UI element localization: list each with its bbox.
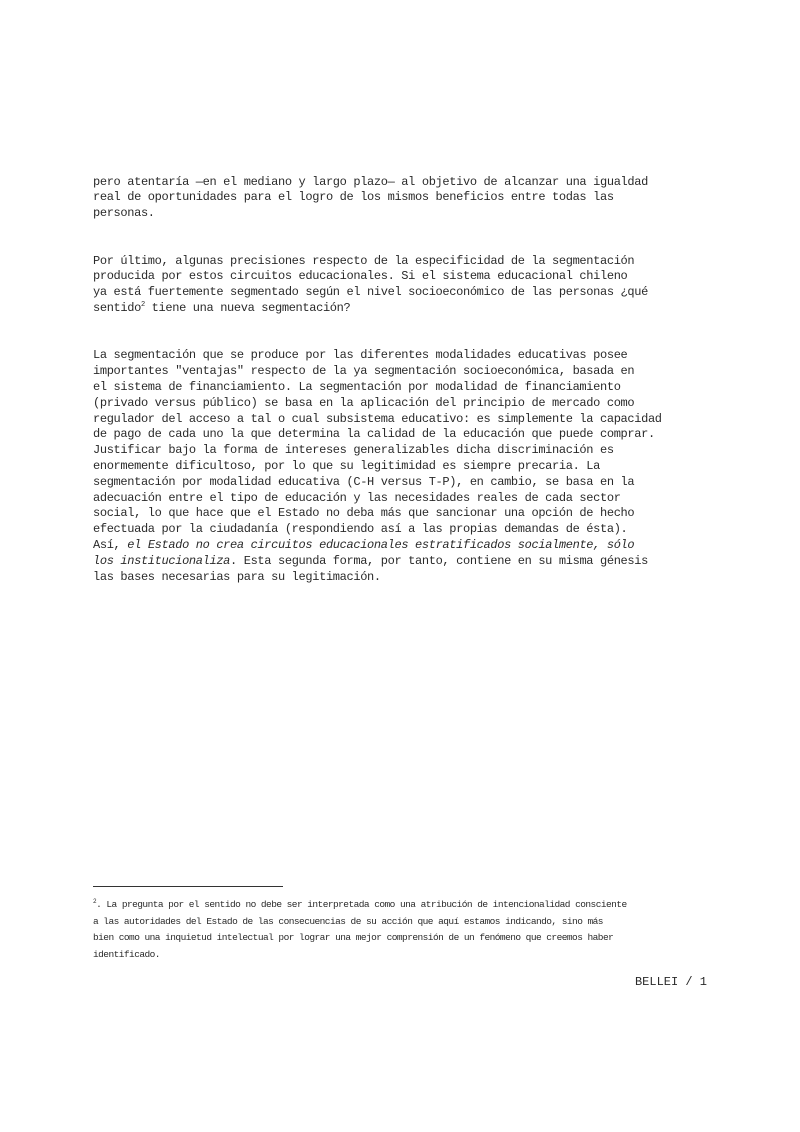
paragraph-3-text: La segmentación que se produce por las diferentes modalidades educativas posee importantes "ventajas" respecto de la ya segmentación socioeconómica, basada en el sistema de financiamiento. La segmentación por modalidad de financiamiento (privado versus público) se basa en la aplicación del principio de mercado como regulador del acceso a tal o cual subsistema educativo: es simplemente la capacidad de pago de cada uno la que determina la calidad de la educación que puede comprar. Justificar bajo la forma de intereses generalizables dicha discriminación es enormemente dificultoso, por lo que su legitimidad es siempre precaria. La segmentación por modalidad educativa (C-H versus T-P), en cambio, se basa en la adecuación entre el tipo de educación y las necesidades reales de cada sector social, lo que hace que el Estado no deba más que sancionar una opción de hecho efectuada por la ciudadanía (respondiendo así a las propias demandas de ésta). Así,: [93, 348, 662, 552]
footnote-reference[interactable]: 2: [140, 300, 145, 309]
paragraph-3-text-end: . Esta segunda forma, por tanto, contiene en su misma génesis las bases necesarias para su legitimación.: [93, 553, 648, 584]
paragraph-3: [93, 348, 718, 585]
footnote: [93, 897, 723, 963]
paragraph-2-text: Por último, algunas precisiones respecto de la especificidad de la segmentación producida por estos circuitos educacionales. Si el sistema educacional chileno ya está fuertemente segmentado según el nivel socioeconómico de las personas ¿qué sentido: [93, 253, 648, 315]
paragraph-2-text-end: tiene una nueva segmentación?: [144, 300, 351, 315]
page-footer: BELLEI / 1: [634, 975, 707, 989]
paragraph-2: [93, 254, 718, 317]
footnote-text: . La pregunta por el sentido no debe ser interpretada como una atribución de intencionalidad consciente a las autoridades del Estado de las consecuencias de su acción que aquí estamos indicando, sino más bien como una inquietud intelectual por lograr una mejor comprensión de un fenómeno que creemos haber identificado.: [93, 899, 627, 960]
footnote-marker: 2: [93, 897, 97, 905]
footnote-separator: [93, 886, 283, 887]
paragraph-3-italic-emphasis: el Estado no crea circuitos educacionales estratificados socialmente, sólo los institucionaliza: [93, 537, 635, 568]
main-text: [93, 143, 718, 601]
paragraph-1: pero atentaría —en el mediano y largo plazo— al objetivo de alcanzar una igualdad real de oportunidades para el logro de los mismos beneficios entre todas las personas.: [93, 174, 648, 221]
